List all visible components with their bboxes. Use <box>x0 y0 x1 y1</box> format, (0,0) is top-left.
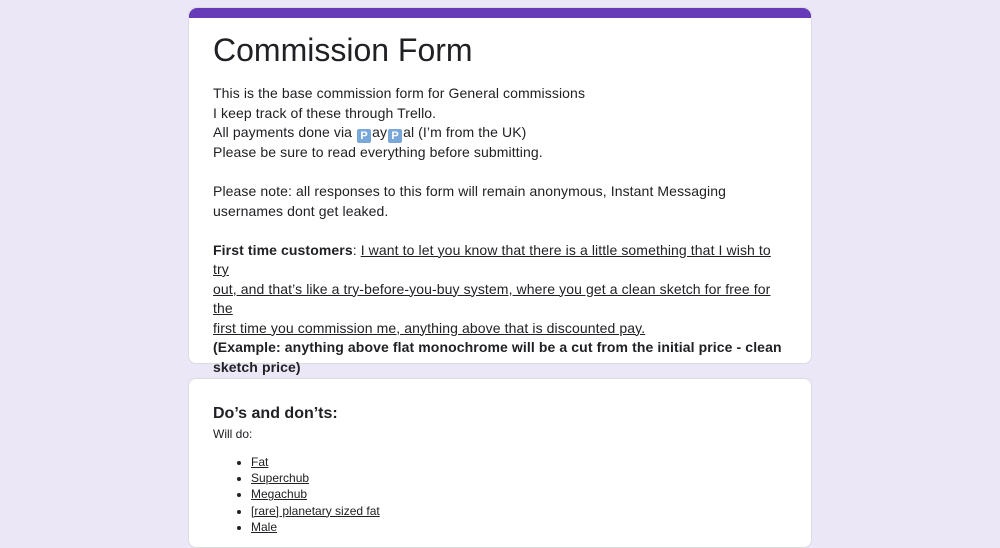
paypal-p-emoji-icon: P <box>357 129 371 143</box>
example-line-2: sketch price) <box>213 358 301 375</box>
list-item <box>251 454 789 470</box>
will-do-link[interactable]: Male <box>251 519 278 534</box>
desc-line-1: This is the base commission form for General commissions <box>213 85 586 101</box>
list-item <box>251 503 789 519</box>
will-do-list <box>213 454 789 535</box>
list-item <box>251 486 789 502</box>
list-item <box>251 470 789 486</box>
first-time-line-3: first time you commission me, anything above that is discounted pay. <box>213 319 646 336</box>
form-title: Commission Form <box>213 32 473 68</box>
form-description <box>213 84 789 377</box>
will-do-link[interactable]: Fat <box>251 455 269 469</box>
section-subtitle: Will do: <box>213 427 253 441</box>
example-line-1: (Example: anything above flat monochrome will be a cut from the initial price - clean <box>213 339 782 355</box>
note-line-1: Please note: all responses to this form will remain anonymous, Instant Messaging <box>213 183 727 199</box>
first-time-line-2: out, and that’s like a try-before-you-buy system, where you get a clean sketch for free for the <box>213 280 771 316</box>
form-accent-bar <box>189 8 811 18</box>
desc-line-3: All payments done via P ay P al (I’m from the UK) <box>213 124 527 142</box>
will-do-link[interactable]: Superchub <box>251 471 310 486</box>
section-title: Do’s and don’ts: <box>213 405 338 422</box>
form-header-card <box>188 7 812 375</box>
first-time-line-1: First time customers: I want to let you know that there is a little something that I wish to try <box>213 241 771 277</box>
list-item <box>251 519 789 535</box>
desc-line-4: Please be sure to read everything before submitting. <box>213 144 543 160</box>
desc-line-2: I keep track of these through Trello. <box>213 104 437 121</box>
note-line-2: usernames dont get leaked. <box>213 202 389 219</box>
dos-donts-section-card <box>188 378 812 548</box>
will-do-link[interactable]: [rare] planetary sized fat <box>251 503 380 518</box>
paypal-p-emoji-icon: P <box>388 129 402 143</box>
will-do-link[interactable]: Megachub <box>251 487 308 502</box>
first-time-label: First time customers <box>213 241 353 258</box>
